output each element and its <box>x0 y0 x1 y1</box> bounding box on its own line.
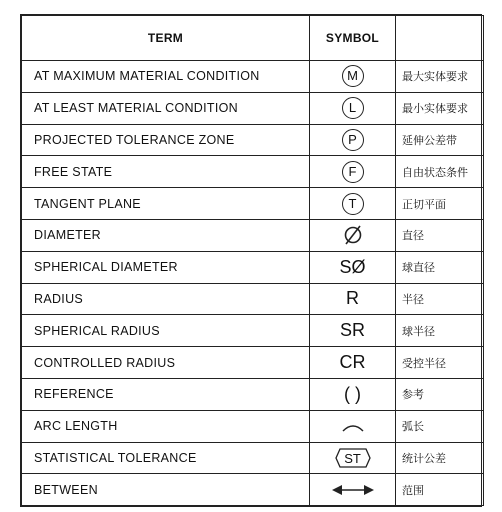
term-cell: REFERENCE <box>22 378 310 410</box>
table-row <box>22 219 484 251</box>
reference-symbol: ( ) <box>344 383 361 404</box>
chinese-cell: 延伸公差带 <box>396 124 484 156</box>
symbol-table-frame <box>20 14 482 507</box>
chinese-cell: 自由状态条件 <box>396 156 484 188</box>
table-row <box>22 315 484 347</box>
table-row <box>22 474 484 506</box>
table-row <box>22 188 484 220</box>
table-row <box>22 124 484 156</box>
symbol-cell <box>310 251 396 283</box>
term-cell: DIAMETER <box>22 219 310 251</box>
chinese-cell: 球直径 <box>396 251 484 283</box>
chinese-cell: 参考 <box>396 378 484 410</box>
header-chinese <box>396 16 484 61</box>
statistical-tolerance-symbol: ST <box>344 450 361 466</box>
term-cell: STATISTICAL TOLERANCE <box>22 442 310 474</box>
term-cell: SPHERICAL DIAMETER <box>22 251 310 283</box>
controlled-radius-symbol: CR <box>339 352 366 373</box>
table-row <box>22 347 484 379</box>
table-row <box>22 283 484 315</box>
symbol-cell <box>310 347 396 379</box>
diameter-icon <box>342 224 364 246</box>
symbol-cell <box>310 378 396 410</box>
circled-f-symbol: F <box>342 161 364 183</box>
chinese-cell: 球半径 <box>396 315 484 347</box>
term-cell: FREE STATE <box>22 156 310 188</box>
symbol-cell <box>310 156 396 188</box>
term-cell: BETWEEN <box>22 474 310 506</box>
gdt-symbol-table <box>21 15 484 506</box>
table-header-row <box>22 16 484 61</box>
circled-p-symbol: P <box>342 129 364 151</box>
header-term: TERM <box>22 16 310 61</box>
circled-t-symbol: T <box>342 193 364 215</box>
chinese-cell: 半径 <box>396 283 484 315</box>
term-cell: AT MAXIMUM MATERIAL CONDITION <box>22 61 310 93</box>
table-row <box>22 442 484 474</box>
table-row <box>22 251 484 283</box>
chinese-cell: 正切平面 <box>396 188 484 220</box>
symbol-cell <box>310 188 396 220</box>
circled-m-symbol: M <box>342 65 364 87</box>
chinese-cell: 弧长 <box>396 410 484 442</box>
symbol-cell <box>310 61 396 93</box>
radius-symbol: R <box>346 288 359 309</box>
circled-l-symbol: L <box>342 97 364 119</box>
term-cell: RADIUS <box>22 283 310 315</box>
table-row <box>22 156 484 188</box>
term-cell: AT LEAST MATERIAL CONDITION <box>22 92 310 124</box>
arc-icon <box>341 420 365 434</box>
symbol-cell <box>310 315 396 347</box>
header-symbol: SYMBOL <box>310 16 396 61</box>
symbol-cell <box>310 410 396 442</box>
statistical-tolerance-hexagon-icon <box>335 448 371 468</box>
term-cell: SPHERICAL RADIUS <box>22 315 310 347</box>
symbol-cell <box>310 124 396 156</box>
symbol-cell <box>310 283 396 315</box>
table-row <box>22 410 484 442</box>
symbol-cell <box>310 219 396 251</box>
spherical-radius-symbol: SR <box>339 320 365 341</box>
term-cell: ARC LENGTH <box>22 410 310 442</box>
term-cell: PROJECTED TOLERANCE ZONE <box>22 124 310 156</box>
symbol-cell <box>310 92 396 124</box>
table-row <box>22 92 484 124</box>
symbol-cell <box>310 474 396 506</box>
chinese-cell: 最小实体要求 <box>396 92 484 124</box>
chinese-cell: 直径 <box>396 219 484 251</box>
double-arrow-icon <box>331 484 375 496</box>
table-row <box>22 378 484 410</box>
term-cell: TANGENT PLANE <box>22 188 310 220</box>
chinese-cell: 受控半径 <box>396 347 484 379</box>
chinese-cell: 统计公差 <box>396 442 484 474</box>
chinese-cell: 范围 <box>396 474 484 506</box>
spherical-diameter-symbol: SØ <box>339 256 366 277</box>
chinese-cell: 最大实体要求 <box>396 61 484 93</box>
table-row <box>22 61 484 93</box>
symbol-cell <box>310 442 396 474</box>
term-cell: CONTROLLED RADIUS <box>22 347 310 379</box>
